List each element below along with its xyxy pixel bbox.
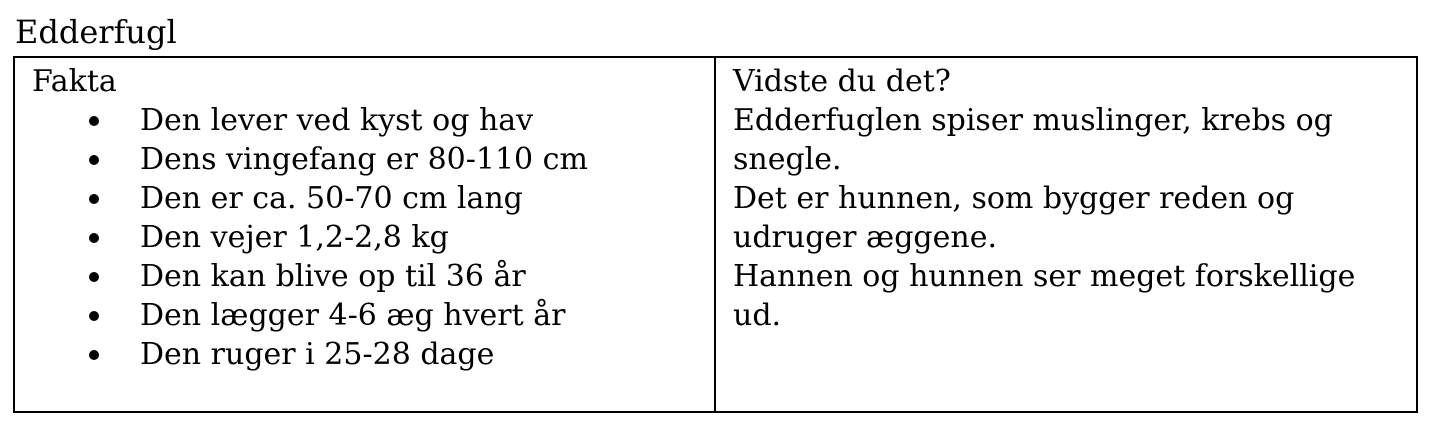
trivia-line: ud.	[733, 298, 782, 333]
bullet-icon	[89, 272, 99, 282]
fact-item	[32, 218, 714, 257]
trivia-cell	[716, 58, 1416, 411]
fact-text: Den lægger 4-6 æg hvert år	[140, 298, 566, 333]
bullet-icon	[89, 350, 99, 360]
trivia-heading: Vidste du det?	[733, 64, 951, 99]
facts-heading: Fakta	[32, 64, 117, 99]
fact-text: Den ruger i 25-28 dage	[140, 337, 495, 372]
fact-text: Den vejer 1,2-2,8 kg	[140, 220, 449, 255]
bullet-icon	[89, 233, 99, 243]
fact-text: Den er ca. 50-70 cm lang	[140, 181, 523, 216]
trivia-line: Det er hunnen, som bygger reden og	[733, 181, 1295, 216]
trivia-line: Edderfuglen spiser muslinger, krebs og	[733, 103, 1333, 138]
facts-list	[32, 101, 714, 374]
fact-text: Den kan blive op til 36 år	[140, 259, 526, 294]
bullet-icon	[89, 311, 99, 321]
fact-item	[32, 296, 714, 335]
fact-item	[32, 140, 714, 179]
fact-text: Dens vingefang er 80-110 cm	[140, 142, 588, 177]
fact-table	[13, 56, 1418, 413]
facts-cell	[15, 58, 716, 411]
trivia-line: Hannen og hunnen ser meget forskellige	[733, 259, 1356, 294]
bullet-icon	[89, 116, 99, 126]
fact-item	[32, 101, 714, 140]
bullet-icon	[89, 155, 99, 165]
trivia-line: udruger æggene.	[733, 220, 997, 255]
trivia-line: snegle.	[733, 142, 842, 177]
document-title: Edderfugl	[15, 13, 177, 51]
bullet-icon	[89, 194, 99, 204]
fact-item	[32, 179, 714, 218]
fact-item	[32, 257, 714, 296]
fact-item	[32, 335, 714, 374]
fact-text: Den lever ved kyst og hav	[140, 103, 534, 138]
